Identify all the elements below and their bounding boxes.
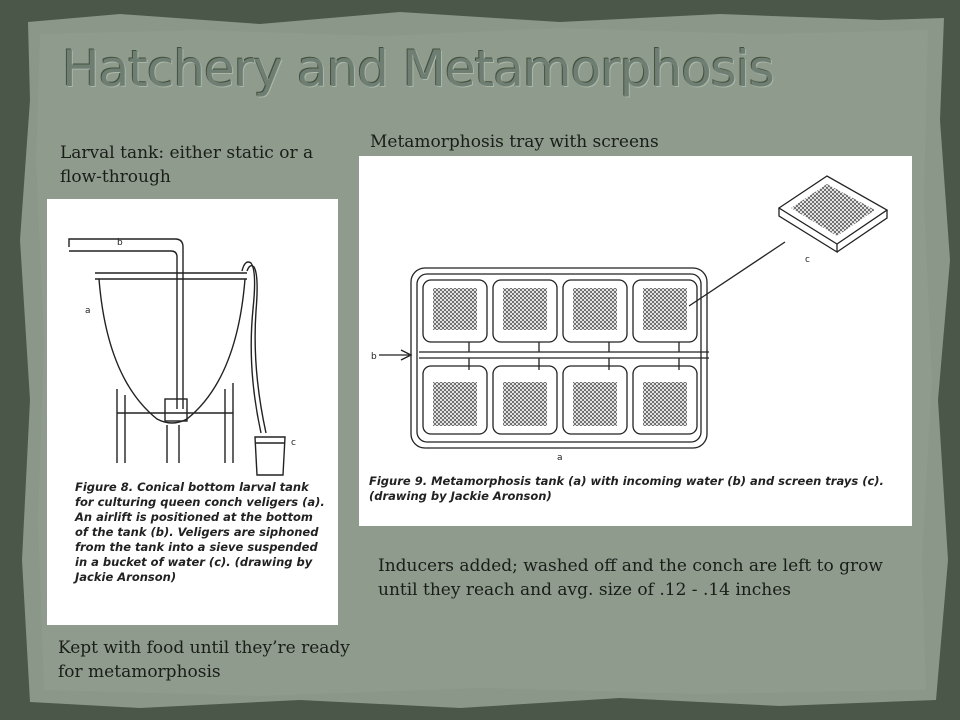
metamorphosis-tray-caption: Metamorphosis tray with screens (370, 132, 659, 152)
figure-8-caption: Figure 8. Conical bottom larval tank for culturing queen conch veligers (a). An airlift is positioned at the bottom of the tank (b). Veligers are siphoned from the tank into a sieve suspended in a bucket of water (c). (drawing by Jackie Aronson) (75, 480, 325, 584)
label-a: a (557, 453, 563, 463)
figure-9-metamorphosis-tank (359, 156, 912, 526)
kept-with-food-caption: Kept with food until they’re ready for metamorphosis (58, 638, 350, 682)
slide-title: Hatchery and Metamorphosis (62, 40, 774, 98)
inducers-caption: Inducers added; washed off and the conch are left to grow until they reach and avg. size of .12 - .14 inches (378, 556, 883, 600)
label-b: b (117, 238, 123, 248)
label-c: c (291, 438, 296, 448)
metamorphosis-tank-drawing (359, 156, 912, 466)
figure-9-caption: Figure 9. Metamorphosis tank (a) with incoming water (b) and screen trays (c). (drawing by Jackie Aronson) (369, 474, 884, 503)
label-c: c (805, 255, 810, 265)
label-b: b (371, 352, 377, 362)
figure-8-larval-tank (47, 199, 338, 625)
larval-tank-caption: Larval tank: either static or a flow-through (60, 143, 314, 187)
larval-tank-drawing (47, 199, 338, 479)
label-a: a (85, 306, 91, 316)
